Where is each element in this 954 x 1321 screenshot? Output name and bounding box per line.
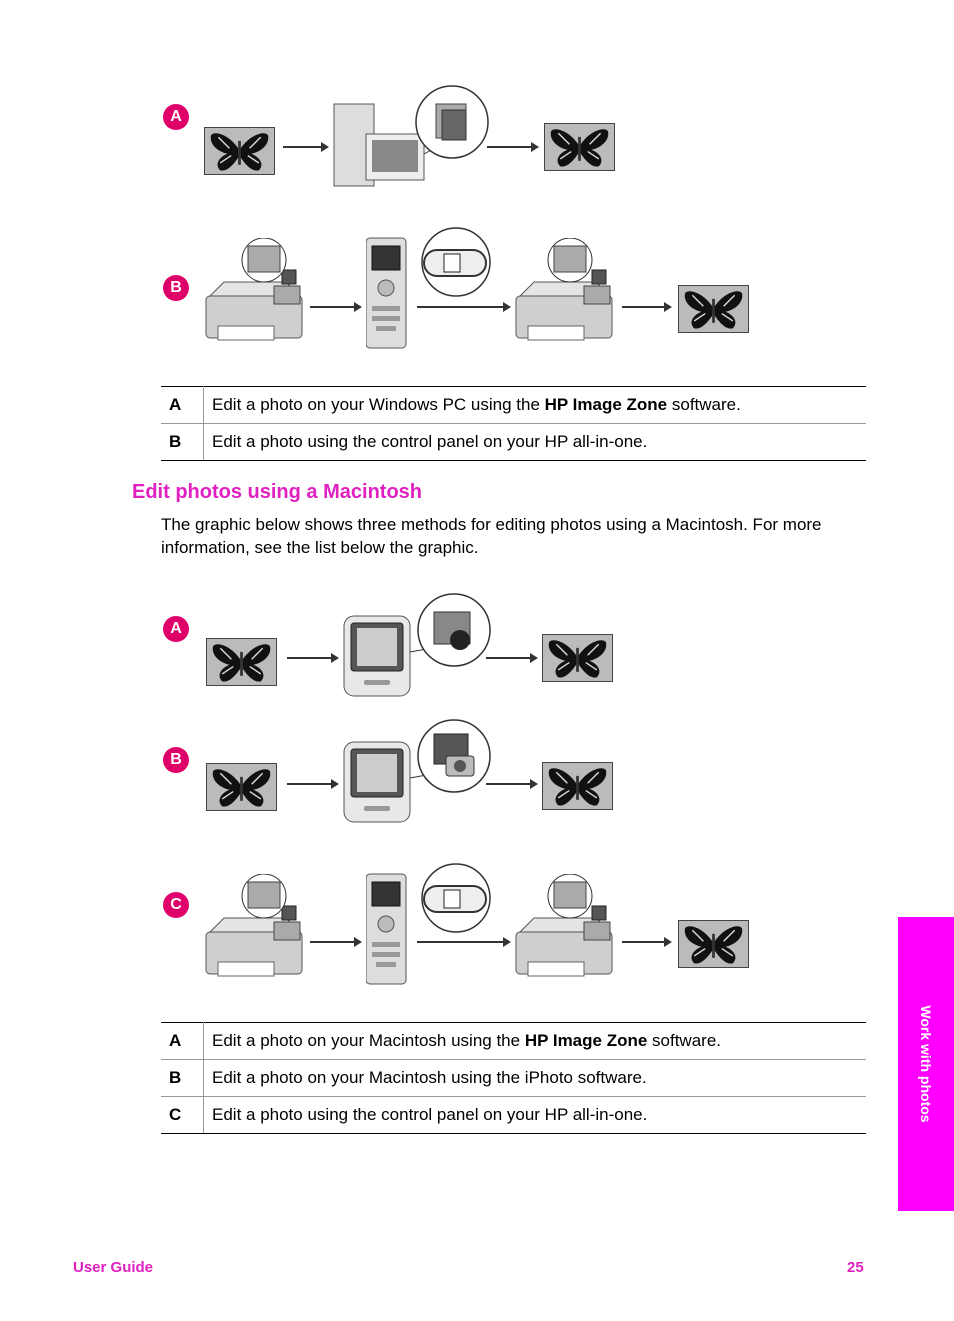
printer-icon (204, 238, 308, 344)
table-row (161, 1023, 866, 1060)
edited-photo (678, 920, 749, 968)
butterfly-icon (543, 763, 612, 809)
arrow (310, 941, 360, 943)
table-row (161, 1060, 866, 1097)
arrow (486, 657, 536, 659)
row-key: A (161, 1023, 204, 1060)
arrow (487, 146, 537, 148)
row-key: B (161, 424, 204, 461)
arrow (287, 657, 337, 659)
butterfly-icon (543, 635, 612, 681)
label-badge-a: A (163, 104, 189, 130)
row-text: Edit a photo on your Macintosh using the iPhoto software. (204, 1060, 867, 1097)
arrow (486, 783, 536, 785)
edited-photo (542, 634, 613, 682)
arrow (417, 941, 509, 943)
table-row (161, 387, 866, 424)
label-badge-b: B (163, 747, 189, 773)
butterfly-icon (679, 921, 748, 967)
butterfly-icon (679, 286, 748, 332)
printer-icon (204, 874, 308, 980)
arrow (287, 783, 337, 785)
arrow (283, 146, 327, 148)
printer-icon (514, 874, 618, 980)
control-panel-icon (366, 226, 492, 352)
chapter-side-tab (898, 917, 954, 1211)
row-key: C (161, 1097, 204, 1134)
original-photo (204, 127, 275, 175)
section-paragraph: The graphic below shows three methods for editing photos using a Macintosh. For more information, see the list below the graphic. (161, 515, 822, 557)
legend-table-windows (161, 386, 866, 461)
arrow (622, 941, 670, 943)
butterfly-icon (207, 639, 276, 685)
table-row (161, 424, 866, 461)
edited-photo (542, 762, 613, 810)
original-photo (206, 763, 277, 811)
row-key: A (161, 387, 204, 424)
printer-icon (514, 238, 618, 344)
label-badge-b: B (163, 275, 189, 301)
edited-photo (544, 123, 615, 171)
section-heading: Edit photos using a Macintosh (132, 481, 422, 503)
arrow (310, 306, 360, 308)
arrow (622, 306, 670, 308)
row-text: Edit a photo on your Windows PC using the HP Image Zone software. (204, 387, 867, 424)
row-text: Edit a photo on your Macintosh using the HP Image Zone software. (204, 1023, 867, 1060)
label-badge-a: A (163, 616, 189, 642)
imac-icon (342, 592, 492, 698)
original-photo (206, 638, 277, 686)
butterfly-icon (207, 764, 276, 810)
row-text: Edit a photo using the control panel on your HP all-in-one. (204, 1097, 867, 1134)
legend-table-mac (161, 1022, 866, 1134)
arrow (417, 306, 509, 308)
butterfly-icon (545, 124, 614, 170)
footer-page-number: 25 (847, 1259, 864, 1276)
control-panel-icon (366, 862, 492, 988)
row-text: Edit a photo using the control panel on your HP all-in-one. (204, 424, 867, 461)
edited-photo (678, 285, 749, 333)
imac-icon (342, 718, 492, 824)
table-row (161, 1097, 866, 1134)
label-badge-c: C (163, 892, 189, 918)
side-tab-label: Work with photos (918, 1005, 934, 1123)
footer-guide-title: User Guide (73, 1259, 154, 1276)
row-key: B (161, 1060, 204, 1097)
windows-pc-icon (332, 84, 492, 194)
butterfly-icon (205, 128, 274, 174)
